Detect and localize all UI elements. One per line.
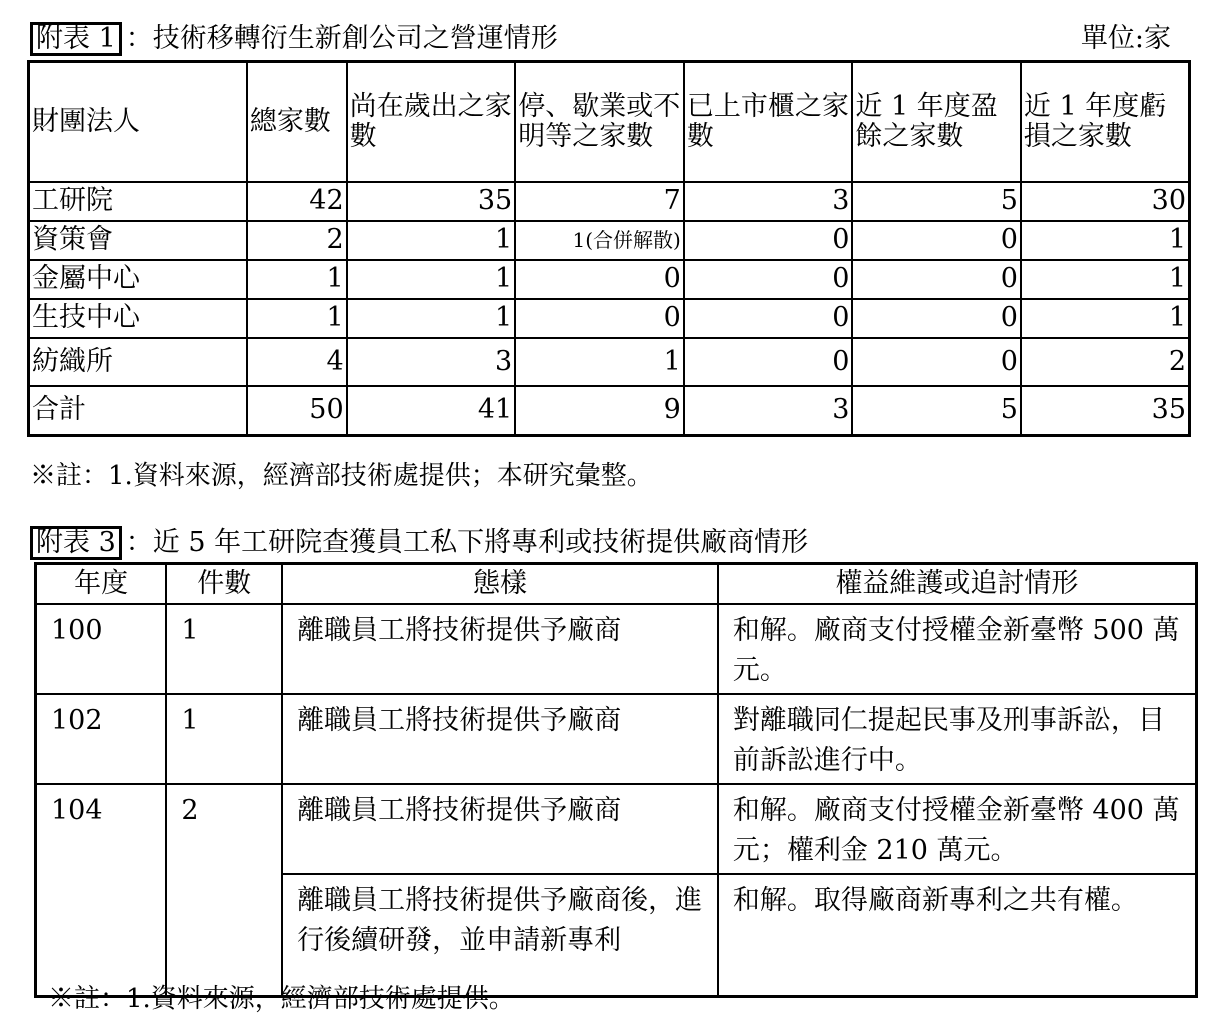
spinoff-operations-table — [27, 60, 1191, 437]
cell-status: 和解。廠商支付授權金新臺幣 400 萬元；權利金 210 萬元。 — [718, 784, 1197, 874]
table-row — [29, 299, 1190, 338]
cell-listed: 0 — [684, 338, 853, 386]
cell-active: 1 — [347, 260, 516, 299]
cell-active: 3 — [347, 338, 516, 386]
cell-total: 50 — [247, 386, 347, 436]
cell-count: 1 — [166, 694, 282, 784]
patent-leak-cases-table — [34, 562, 1198, 998]
table-row — [29, 182, 1190, 221]
table3-tag: 附表 3 — [30, 526, 122, 560]
header-loss: 近 1 年度虧損之家數 — [1021, 62, 1190, 182]
cell-total: 2 — [247, 221, 347, 260]
header-count: 件數 — [166, 564, 282, 605]
cell-profit: 0 — [852, 338, 1021, 386]
table1-title: ：技術移轉衍生新創公司之營運情形 — [125, 23, 558, 54]
cell-status: 和解。取得廠商新專利之共有權。 — [718, 874, 1197, 996]
header-active: 尚在歲出之家數 — [347, 62, 516, 182]
cell-year: 100 — [36, 604, 167, 694]
row-label: 金屬中心 — [29, 260, 247, 299]
cell-closed: 0 — [515, 299, 684, 338]
cell-profit: 0 — [852, 260, 1021, 299]
table-row — [36, 694, 1197, 784]
table1-tag: 附表 1 — [30, 22, 122, 56]
cell-active: 1 — [347, 221, 516, 260]
table3-header-row — [36, 564, 1197, 605]
cell-loss: 35 — [1021, 386, 1190, 436]
header-total: 總家數 — [247, 62, 347, 182]
row-label: 資策會 — [29, 221, 247, 260]
cell-type: 離職員工將技術提供予廠商 — [282, 784, 718, 874]
row-label: 紡織所 — [29, 338, 247, 386]
table3-note: ※註：1.資料來源，經濟部技術處提供。 — [48, 984, 515, 1014]
cell-closed: 7 — [515, 182, 684, 221]
cell-active: 35 — [347, 182, 516, 221]
table-row — [29, 260, 1190, 299]
cell-type: 離職員工將技術提供予廠商後，進行後續研發，並申請新專利 — [282, 874, 718, 996]
table-row — [29, 338, 1190, 386]
table-row-total — [29, 386, 1190, 436]
cell-listed: 0 — [684, 260, 853, 299]
header-status: 權益維護或追討情形 — [718, 564, 1197, 605]
cell-type: 離職員工將技術提供予廠商 — [282, 604, 718, 694]
table3-title: ：近 5 年工研院查獲員工私下將專利或技術提供廠商情形 — [125, 527, 809, 558]
cell-profit: 0 — [852, 299, 1021, 338]
table-row — [36, 784, 1197, 874]
cell-total: 42 — [247, 182, 347, 221]
cell-total: 1 — [247, 260, 347, 299]
cell-listed: 0 — [684, 221, 853, 260]
cell-profit: 5 — [852, 386, 1021, 436]
cell-profit: 0 — [852, 221, 1021, 260]
header-closed: 停、歇業或不明等之家數 — [515, 62, 684, 182]
cell-closed: 9 — [515, 386, 684, 436]
cell-profit: 5 — [852, 182, 1021, 221]
header-type: 態樣 — [282, 564, 718, 605]
cell-listed: 3 — [684, 182, 853, 221]
cell-active: 1 — [347, 299, 516, 338]
table1-note: ※註：1.資料來源，經濟部技術處提供；本研究彙整。 — [30, 461, 653, 491]
cell-loss: 1 — [1021, 260, 1190, 299]
table-row — [29, 221, 1190, 260]
cell-loss: 2 — [1021, 338, 1190, 386]
header-listed: 已上市櫃之家數 — [684, 62, 853, 182]
cell-total: 1 — [247, 299, 347, 338]
cell-listed: 0 — [684, 299, 853, 338]
cell-closed: 0 — [515, 260, 684, 299]
cell-status: 和解。廠商支付授權金新臺幣 500 萬元。 — [718, 604, 1197, 694]
row-label: 生技中心 — [29, 299, 247, 338]
header-profit: 近 1 年度盈餘之家數 — [852, 62, 1021, 182]
row-label: 工研院 — [29, 182, 247, 221]
header-year: 年度 — [36, 564, 167, 605]
cell-total: 4 — [247, 338, 347, 386]
cell-status: 對離職同仁提起民事及刑事訴訟，目前訴訟進行中。 — [718, 694, 1197, 784]
cell-loss: 1 — [1021, 221, 1190, 260]
cell-count: 2 — [166, 784, 282, 996]
row-label: 合計 — [29, 386, 247, 436]
cell-closed: 1 — [515, 338, 684, 386]
cell-year: 104 — [36, 784, 167, 996]
cell-loss: 30 — [1021, 182, 1190, 221]
header-institution: 財團法人 — [29, 62, 247, 182]
table1-header-row — [29, 62, 1190, 182]
cell-count: 1 — [166, 604, 282, 694]
table1-unit: 單位:家 — [1080, 23, 1171, 54]
cell-type: 離職員工將技術提供予廠商 — [282, 694, 718, 784]
table1-caption — [30, 22, 558, 56]
cell-listed: 3 — [684, 386, 853, 436]
cell-year: 102 — [36, 694, 167, 784]
cell-active: 41 — [347, 386, 516, 436]
cell-closed: 1(合併解散) — [515, 221, 684, 260]
cell-loss: 1 — [1021, 299, 1190, 338]
table3-caption — [30, 526, 808, 560]
table-row — [36, 604, 1197, 694]
